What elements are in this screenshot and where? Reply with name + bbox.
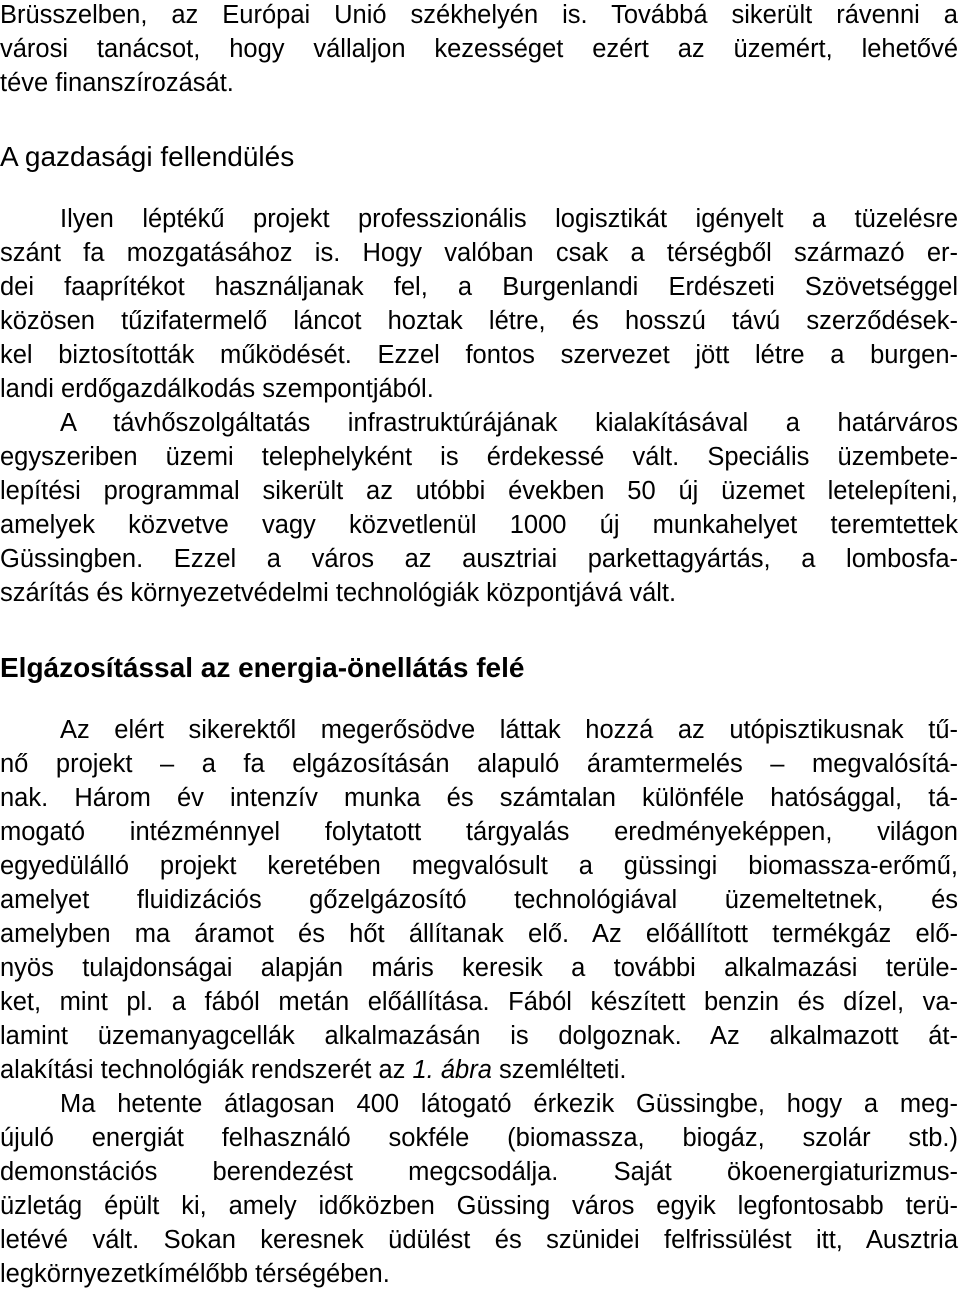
text-line: Az elért sikerektől megerősödve láttak hozzá az utópisztikusnak tű-: [60, 716, 958, 744]
text-line: amelyek közvetve vagy közvetlenül 1000 új munkahelyet teremtettek: [0, 511, 958, 539]
text-line: Güssingben. Ezzel a város az ausztriai parkettagyártás, a lombosfa-: [0, 545, 958, 573]
text-line: téve finanszírozását.: [0, 69, 234, 97]
text-line: nak. Három év intenzív munka és számtalan különféle hatósággal, tá-: [0, 784, 958, 812]
text-line: lamint üzemanyagcellák alkalmazásán is dolgoznak. Az alkalmazott át-: [0, 1022, 958, 1050]
text-line: Ilyen léptékű projekt professzionális logisztikát igényelt a tüzelésre: [60, 205, 958, 233]
text-line: városi tanácsot, hogy vállaljon kezességet ezért az üzemért, lehetővé: [0, 35, 958, 63]
figure-reference: 1. ábra: [412, 1056, 492, 1084]
text-line: kel biztosították működését. Ezzel fontos szervezet jött létre a burgen-: [0, 341, 958, 369]
text-line: szárítás és környezetvédelmi technológiák központjává vált.: [0, 579, 677, 607]
text-line: újuló energiát felhasználó sokféle (biomassza, biogáz, szolár stb.): [0, 1124, 958, 1152]
section-heading: Elgázosítással az energia-önellátás felé: [0, 652, 525, 683]
text-line: A távhőszolgáltatás infrastruktúrájának kialakításával a határváros: [60, 409, 958, 437]
text-fragment: szemlélteti.: [491, 1056, 627, 1084]
text-line: demonstációs berendezést megcsodálja. Saját ökoenergiaturizmus-: [0, 1158, 958, 1186]
text-line: közösen tűzifatermelő láncot hoztak létre, és hosszú távú szerződések-: [0, 307, 958, 335]
text-line: Ma hetente átlagosan 400 látogató érkezik Güssingbe, hogy a meg-: [60, 1090, 958, 1118]
text-line: landi erdőgazdálkodás szempontjából.: [0, 375, 434, 403]
text-line: amelyben ma áramot és hőt állítanak elő. Az előállított termékgáz elő-: [0, 920, 958, 948]
text-line: üzletág épült ki, amely időközben Güssing város egyik legfontosabb terü-: [0, 1192, 958, 1220]
text-line: egyszeriben üzemi telephelyként is érdekessé vált. Speciális üzembete-: [0, 443, 958, 471]
text-line: nő projekt – a fa elgázosításán alapuló áramtermelés – megvalósítá-: [0, 750, 958, 778]
text-line: szánt fa mozgatásához is. Hogy valóban csak a térségből származó er-: [0, 239, 958, 267]
text-line: dei faaprítékot használjanak fel, a Burgenlandi Erdészeti Szövetséggel: [0, 273, 958, 301]
text-fragment: alakítási technológiák rendszerét az: [0, 1056, 413, 1084]
text-line: letévé vált. Sokan keresnek üdülést és szünidei felfrissülést itt, Ausztria: [0, 1226, 958, 1254]
text-line: lepítési programmal sikerült az utóbbi években 50 új üzemet letelepíteni,: [0, 477, 958, 505]
text-line: legkörnyezetkímélőbb térségében.: [0, 1260, 390, 1288]
text-line: mogató intézménnyel folytatott tárgyalás eredményeképpen, világon: [0, 818, 958, 846]
text-line: [0, 1053, 958, 1087]
text-line: ket, mint pl. a fából metán előállítása. Fából készített benzin és dízel, va-: [0, 988, 958, 1016]
text-line: Brüsszelben, az Európai Unió székhelyén is. Továbbá sikerült rávenni a: [0, 1, 958, 29]
text-line: nyös tulajdonságai alapján máris keresik a további alkalmazási terüle-: [0, 954, 958, 982]
section-heading: A gazdasági fellendülés: [0, 141, 295, 172]
text-line: egyedülálló projekt keretében megvalósult a güssingi biomassza-erőmű,: [0, 852, 958, 880]
text-line: amelyet fluidizációs gőzelgázosító technológiával üzemeltetnek, és: [0, 886, 958, 914]
